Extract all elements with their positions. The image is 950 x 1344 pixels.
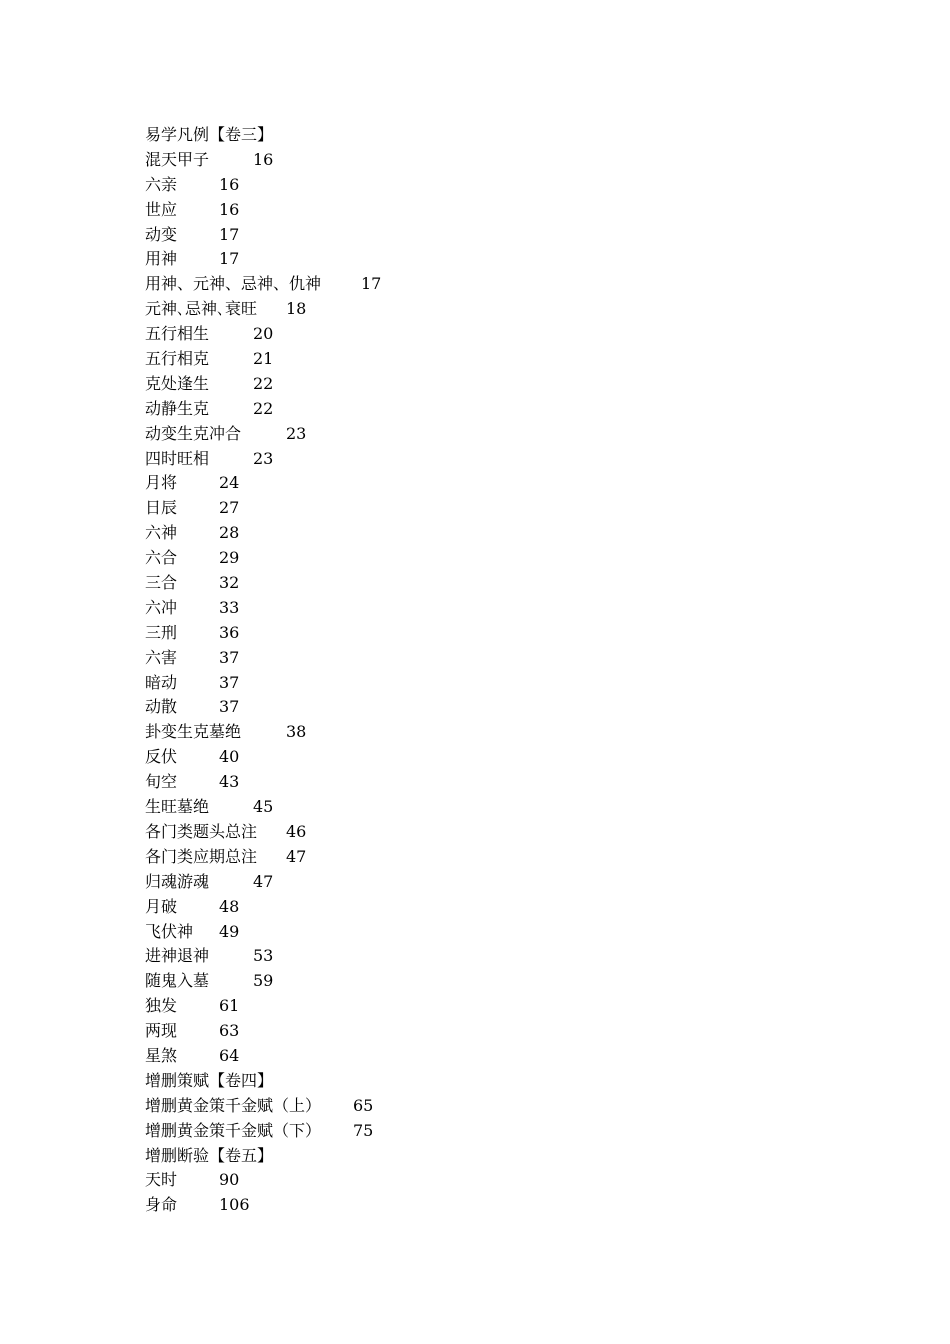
toc-entry-page-number: 32	[219, 573, 240, 593]
toc-entry	[145, 397, 845, 422]
toc-entry	[145, 745, 845, 770]
toc-entry	[145, 223, 845, 248]
toc-section-heading	[145, 123, 845, 148]
toc-entry-title: 各门类题头总注	[145, 821, 258, 841]
toc-entry-title: 月破	[145, 896, 178, 916]
toc-entry	[145, 1168, 845, 1193]
toc-entry	[145, 621, 845, 646]
toc-entry-title: 六冲	[145, 597, 178, 617]
toc-entry-page-number: 64	[219, 1045, 240, 1065]
toc-entry-page-number: 17	[361, 274, 382, 294]
toc-entry	[145, 347, 845, 372]
toc-entry-page-number: 22	[253, 373, 274, 393]
toc-entry	[145, 994, 845, 1019]
toc-entry-page-number: 38	[286, 722, 307, 742]
section-title: 增删断验【卷五】	[145, 1145, 274, 1165]
toc-entry-page-number: 106	[219, 1195, 250, 1215]
toc-entry	[145, 322, 845, 347]
toc-entry-title: 独发	[145, 996, 178, 1016]
toc-entry-page-number: 61	[219, 996, 240, 1016]
toc-entry-title: 反伏	[145, 747, 178, 767]
toc-entry-title: 用神	[145, 249, 178, 269]
toc-entry-page-number: 49	[219, 921, 240, 941]
section-title: 增删策赋【卷四】	[145, 1070, 274, 1090]
toc-entry-title: 星煞	[145, 1045, 178, 1065]
toc-entry	[145, 695, 845, 720]
toc-entry-page-number: 23	[286, 423, 307, 443]
toc-entry-page-number: 37	[219, 697, 240, 717]
toc-entry-title: 动变	[145, 224, 178, 244]
toc-entry-title: 五行相生	[145, 324, 210, 344]
toc-entry	[145, 1119, 845, 1144]
toc-entry-page-number: 53	[253, 946, 274, 966]
toc-entry-title: 进神退神	[145, 946, 210, 966]
toc-entry-page-number: 37	[219, 647, 240, 667]
toc-entry	[145, 920, 845, 945]
toc-entry	[145, 770, 845, 795]
toc-entry-page-number: 45	[253, 797, 274, 817]
toc-entry-page-number: 16	[253, 149, 274, 169]
toc-entry	[145, 1019, 845, 1044]
toc-entry-page-number: 46	[286, 821, 307, 841]
toc-entry-title: 三合	[145, 573, 178, 593]
toc-entry-title: 身命	[145, 1195, 178, 1215]
toc-entry	[145, 198, 845, 223]
toc-entry	[145, 944, 845, 969]
toc-entry	[145, 1044, 845, 1069]
toc-entry-page-number: 28	[219, 523, 240, 543]
toc-entry-page-number: 37	[219, 672, 240, 692]
toc-entry	[145, 596, 845, 621]
toc-entry-page-number: 17	[219, 224, 240, 244]
toc-entry-title: 六合	[145, 548, 178, 568]
toc-entry-title: 混天甲子	[145, 149, 210, 169]
toc-entry-title: 两现	[145, 1021, 178, 1041]
toc-entry-title: 四时旺相	[145, 448, 210, 468]
toc-entry-page-number: 24	[219, 473, 240, 493]
toc-entry-title: 飞伏神	[145, 921, 194, 941]
toc-entry-title: 五行相克	[145, 349, 210, 369]
toc-entry-title: 动变生克冲合	[145, 423, 242, 443]
toc-entry-page-number: 43	[219, 772, 240, 792]
section-title: 易学凡例【卷三】	[145, 125, 274, 144]
toc-entry	[145, 447, 845, 472]
toc-entry-page-number: 59	[253, 971, 274, 991]
toc-entry	[145, 173, 845, 198]
toc-entry-page-number: 48	[219, 896, 240, 916]
toc-entry-page-number: 21	[253, 349, 274, 369]
toc-entry-page-number: 47	[253, 871, 274, 891]
toc-entry-page-number: 18	[286, 299, 307, 319]
toc-entry-page-number: 29	[219, 548, 240, 568]
toc-entry	[145, 372, 845, 397]
toc-entry-page-number: 47	[286, 846, 307, 866]
toc-entry-title: 暗动	[145, 672, 178, 692]
toc-entry-title: 六亲	[145, 174, 178, 194]
toc-entry	[145, 895, 845, 920]
toc-entry	[145, 422, 845, 447]
toc-entry	[145, 646, 845, 671]
toc-entry-title: 动静生克	[145, 398, 210, 418]
toc-entry-page-number: 17	[219, 249, 240, 269]
toc-entry-title: 生旺墓绝	[145, 797, 210, 817]
toc-entry-title: 动散	[145, 697, 178, 717]
toc-entry-page-number: 90	[219, 1170, 240, 1190]
toc-entry-title: 六害	[145, 647, 178, 667]
toc-entry-page-number: 16	[219, 174, 240, 194]
toc-entry	[145, 546, 845, 571]
toc-entry	[145, 671, 845, 696]
toc-entry-page-number: 40	[219, 747, 240, 767]
toc-entry	[145, 521, 845, 546]
toc-entry-page-number: 16	[219, 199, 240, 219]
toc-entry-page-number: 63	[219, 1021, 240, 1041]
toc-section-heading	[145, 1144, 845, 1169]
toc-entry-title: 世应	[145, 199, 178, 219]
toc-entry-title: 元神､忌神､衰旺	[145, 299, 258, 319]
toc-section-heading	[145, 1069, 845, 1094]
toc-entry	[145, 571, 845, 596]
toc-entry	[145, 297, 845, 322]
toc-entry-page-number: 23	[253, 448, 274, 468]
toc-entry	[145, 795, 845, 820]
toc-entry	[145, 870, 845, 895]
toc-entry	[145, 845, 845, 870]
toc-entry	[145, 820, 845, 845]
toc-entry	[145, 720, 845, 745]
toc-entry-page-number: 36	[219, 622, 240, 642]
toc-entry-page-number: 27	[219, 498, 240, 518]
toc-entry	[145, 1094, 845, 1119]
toc-entry	[145, 1193, 845, 1218]
toc-entry-title: 克处逢生	[145, 373, 210, 393]
toc-entry	[145, 496, 845, 521]
toc-entry-page-number: 22	[253, 398, 274, 418]
toc-entry-title: 各门类应期总注	[145, 846, 258, 866]
toc-entry-title: 增删黄金策千金赋（上）	[145, 1095, 322, 1115]
toc-entry-page-number: 33	[219, 597, 240, 617]
toc-entry-title: 随鬼入墓	[145, 971, 210, 991]
toc-entry-title: 归魂游魂	[145, 871, 210, 891]
toc-entry-title: 三刑	[145, 622, 178, 642]
toc-entry-page-number: 75	[353, 1120, 374, 1140]
toc-entry	[145, 272, 845, 297]
toc-entry-title: 用神、元神、忌神、仇神	[145, 274, 322, 294]
toc-entry-title: 月将	[145, 473, 178, 493]
toc-entry-title: 增删黄金策千金赋（下）	[145, 1120, 322, 1140]
toc-entry-page-number: 20	[253, 324, 274, 344]
toc-entry-page-number: 65	[353, 1095, 374, 1115]
toc-entry	[145, 969, 845, 994]
toc-entry	[145, 471, 845, 496]
toc-entry-title: 旬空	[145, 772, 178, 792]
toc-entry-title: 卦变生克墓绝	[145, 722, 242, 742]
toc-entry	[145, 247, 845, 272]
toc-entry-title: 天时	[145, 1170, 178, 1190]
toc-entry-title: 日辰	[145, 498, 178, 518]
table-of-contents	[145, 123, 845, 1218]
toc-entry	[145, 148, 845, 173]
toc-entry-title: 六神	[145, 523, 178, 543]
